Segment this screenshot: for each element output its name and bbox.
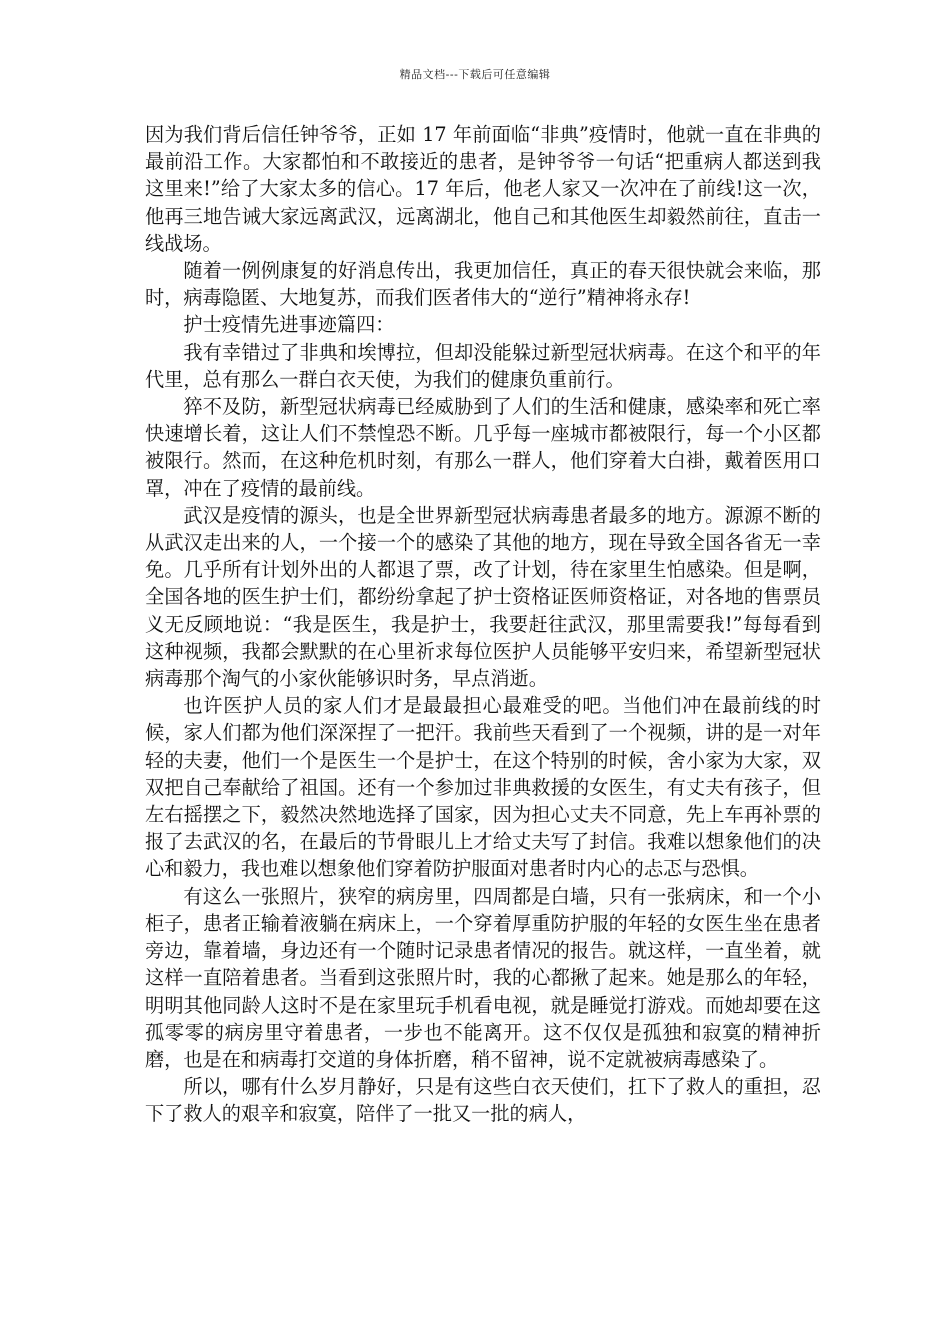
page-header: 精品文档---下载后可任意编辑: [399, 68, 551, 81]
paragraph-4: 猝不及防，新型冠状病毒已经威胁到了人们的生活和健康，感染率和死亡率快速增长着，这让人们不禁惶恐不断。几乎每一座城市都被限行，每一个小区都被限行。然而，在这种危机时刻，有那么一群人，他们穿着大白褂，戴着医用口罩，冲在了疫情的最前线。: [145, 395, 821, 500]
paragraph-8: 所以，哪有什么岁月静好，只是有这些白衣天使们，扛下了救人的重担，忍下了救人的艰辛和寂寞，陪伴了一批又一批的病人，: [145, 1075, 821, 1126]
paragraph-3: 我有幸错过了非典和埃博拉，但却没能躲过新型冠状病毒。在这个和平的年代里，总有那么一群白衣天使，为我们的健康负重前行。: [145, 340, 821, 391]
paragraph-5: 武汉是疫情的源头，也是全世界新型冠状病毒患者最多的地方。源源不断的从武汉走出来的人，一个接一个的感染了其他的地方，现在导致全国各省无一幸免。几乎所有计划外出的人都退了票，改了计划，待在家里生怕感染。但是啊，全国各地的医生护士们，都纷纷拿起了护士资格证医师资格证，对各地的售票员义无反顾地说：“我是医生，我是护士，我要赶往武汉，那里需要我!”每每看到这种视频，我都会默默的在心里祈求每位医护人员能够平安归来，希望新型冠状病毒那个淘气的小家伙能够识时务，早点消逝。: [145, 503, 821, 691]
paragraph-7: 有这么一张照片，狭窄的病房里，四周都是白墙，只有一张病床，和一个小柜子，患者正输着液躺在病床上，一个穿着厚重防护服的年轻的女医生坐在患者旁边，靠着墙，身边还有一个随时记录患者情况的报告。就这样，一直坐着，就这样一直陪着患者。当看到这张照片时，我的心都揪了起来。她是那么的年轻，明明其他同龄人这时不是在家里玩手机看电视，就是睡觉打游戏。而她却要在这孤零零的病房里守着患者，一步也不能离开。这不仅仅是孤独和寂寞的精神折磨，也是在和病毒打交道的身体折磨，稍不留神，说不定就被病毒感染了。: [145, 884, 821, 1071]
section-heading: 护士疫情先进事迹篇四：: [183, 313, 395, 337]
document-body: [145, 121, 821, 1128]
paragraph-6: 也许医护人员的家人们才是最最担心最难受的吧。当他们冲在最前线的时候，家人们都为他们深深捏了一把汗。我前些天看到了一个视频，讲的是一对年轻的夫妻，他们一个是医生一个是护士，在这个特别的时候，舍小家为大家，双双把自己奉献给了祖国。还有一个参加过非典救援的女医生，有丈夫有孩子，但左右摇摆之下，毅然决然地选择了国家，因为担心丈夫不同意，先上车再补票的报了去武汉的名，在最后的节骨眼儿上才给丈夫写了封信。我难以想象他们的决心和毅力，我也难以想象他们穿着防护服面对患者时内心的忐忑与恐惧。: [145, 694, 821, 881]
paragraph-2: 随着一例例康复的好消息传出，我更加信任，真正的春天很快就会来临，那时，病毒隐匿、大地复苏，而我们医者伟大的“逆行”精神将永存!: [145, 259, 821, 310]
paragraph-1: 因为我们背后信任钟爷爷，正如 17 年前面临“非典”疫情时，他就一直在非典的最前沿工作。大家都怕和不敢接近的患者，是钟爷爷一句话“把重病人都送到我这里来!”给了大家太多的信心。17 年后，他老人家又一次冲在了前线!这一次，他再三地告诫大家远离武汉，远离湖北，他自己和其他医生却毅然前往，直击一线战场。: [145, 123, 821, 255]
